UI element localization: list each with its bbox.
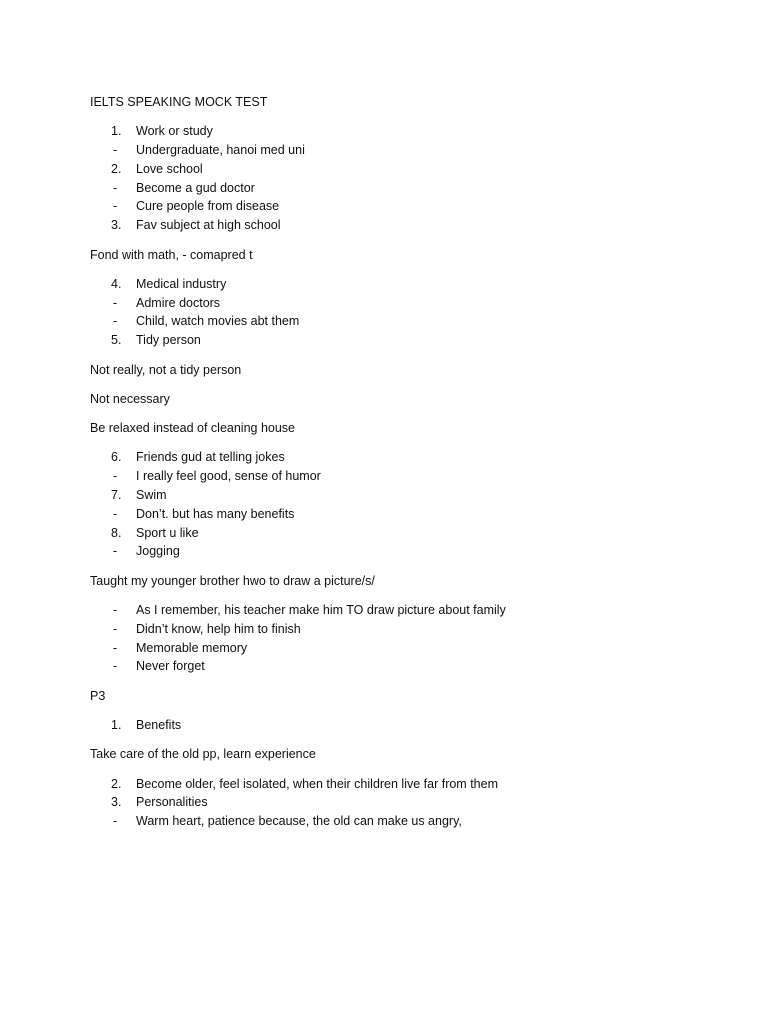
list-item-text: Love school (136, 161, 203, 176)
list-item-text: Admire doctors (136, 295, 221, 310)
bullet-dash: - (113, 143, 118, 158)
document-body (90, 93, 710, 842)
bullet-dash: - (113, 506, 118, 521)
list-item (90, 601, 710, 620)
list-item (90, 448, 710, 467)
bullet-dash: - (113, 621, 118, 636)
list-item (90, 657, 710, 676)
list (90, 775, 710, 831)
list (90, 601, 710, 676)
paragraph: P3 (90, 688, 106, 703)
list-item (90, 294, 710, 313)
list-number: 7. (111, 488, 122, 503)
list-number: 5. (111, 333, 122, 348)
paragraph: Not really, not a tidy person (90, 362, 242, 377)
bullet-dash: - (113, 814, 118, 829)
bullet-dash: - (113, 199, 118, 214)
list-item-text: Never forget (136, 659, 205, 674)
bullet-dash: - (113, 314, 118, 329)
list-item-text: Medical industry (136, 276, 227, 291)
list-item-text: Personalities (136, 795, 208, 810)
list-item-text: I really feel good, sense of humor (136, 469, 321, 484)
paragraph: Taught my younger brother hwo to draw a picture/s/ (90, 573, 375, 588)
list-item-text: Work or study (136, 124, 213, 139)
list-item-text: Don’t. but has many benefits (136, 506, 295, 521)
list-item (90, 122, 710, 141)
list-item-text: Child, watch movies abt them (136, 314, 300, 329)
list-item (90, 505, 710, 524)
paragraph: Take care of the old pp, learn experience (90, 747, 316, 762)
paragraph: Not necessary (90, 391, 170, 406)
list-item (90, 331, 710, 350)
list-item (90, 542, 710, 561)
list (90, 448, 710, 561)
list-item (90, 197, 710, 216)
list-item (90, 467, 710, 486)
list-number: 4. (111, 276, 122, 291)
list (90, 122, 710, 235)
list-item-text: Fav subject at high school (136, 218, 281, 233)
bullet-dash: - (113, 659, 118, 674)
list-item-text: Cure people from disease (136, 199, 280, 214)
list-item (90, 312, 710, 331)
list-number: 3. (111, 795, 122, 810)
list-item (90, 216, 710, 235)
list-item-text: Tidy person (136, 333, 201, 348)
list (90, 716, 710, 735)
list (90, 275, 710, 350)
paragraph: Be relaxed instead of cleaning house (90, 421, 296, 436)
list-item (90, 486, 710, 505)
list-item (90, 639, 710, 658)
list-item-text: Become a gud doctor (136, 180, 255, 195)
list-item (90, 160, 710, 179)
bullet-dash: - (113, 544, 118, 559)
paragraph: Fond with math, - comapred t (90, 247, 253, 262)
list-item (90, 141, 710, 160)
list-item-text: Sport u like (136, 525, 199, 540)
list-item-text: Become older, feel isolated, when their children live far from them (136, 776, 498, 791)
bullet-dash: - (113, 180, 118, 195)
list-item-text: Friends gud at telling jokes (136, 450, 285, 465)
list-item (90, 716, 710, 735)
list-item (90, 812, 710, 831)
list-item-text: Didn’t know, help him to finish (136, 621, 301, 636)
list-item (90, 179, 710, 198)
list-number: 8. (111, 525, 122, 540)
list-item (90, 775, 710, 794)
list-number: 1. (111, 124, 122, 139)
list-number: 2. (111, 161, 122, 176)
list-item-text: Benefits (136, 718, 182, 733)
list-item-text: Warm heart, patience because, the old can make us angry, (136, 814, 462, 829)
document-title: IELTS SPEAKING MOCK TEST (90, 95, 268, 109)
list-item-text: Memorable memory (136, 640, 248, 655)
list-number: 1. (111, 718, 122, 733)
list-number: 6. (111, 450, 122, 465)
list-number: 2. (111, 776, 122, 791)
bullet-dash: - (113, 603, 118, 618)
list-item (90, 793, 710, 812)
bullet-dash: - (113, 640, 118, 655)
list-number: 3. (111, 218, 122, 233)
list-item-text: Undergraduate, hanoi med uni (136, 143, 305, 158)
list-item (90, 524, 710, 543)
list-item (90, 275, 710, 294)
list-item-text: Jogging (136, 544, 180, 559)
list-item-text: Swim (136, 488, 167, 503)
bullet-dash: - (113, 295, 118, 310)
list-item-text: As I remember, his teacher make him TO draw picture about family (136, 603, 506, 618)
bullet-dash: - (113, 469, 118, 484)
list-item (90, 620, 710, 639)
